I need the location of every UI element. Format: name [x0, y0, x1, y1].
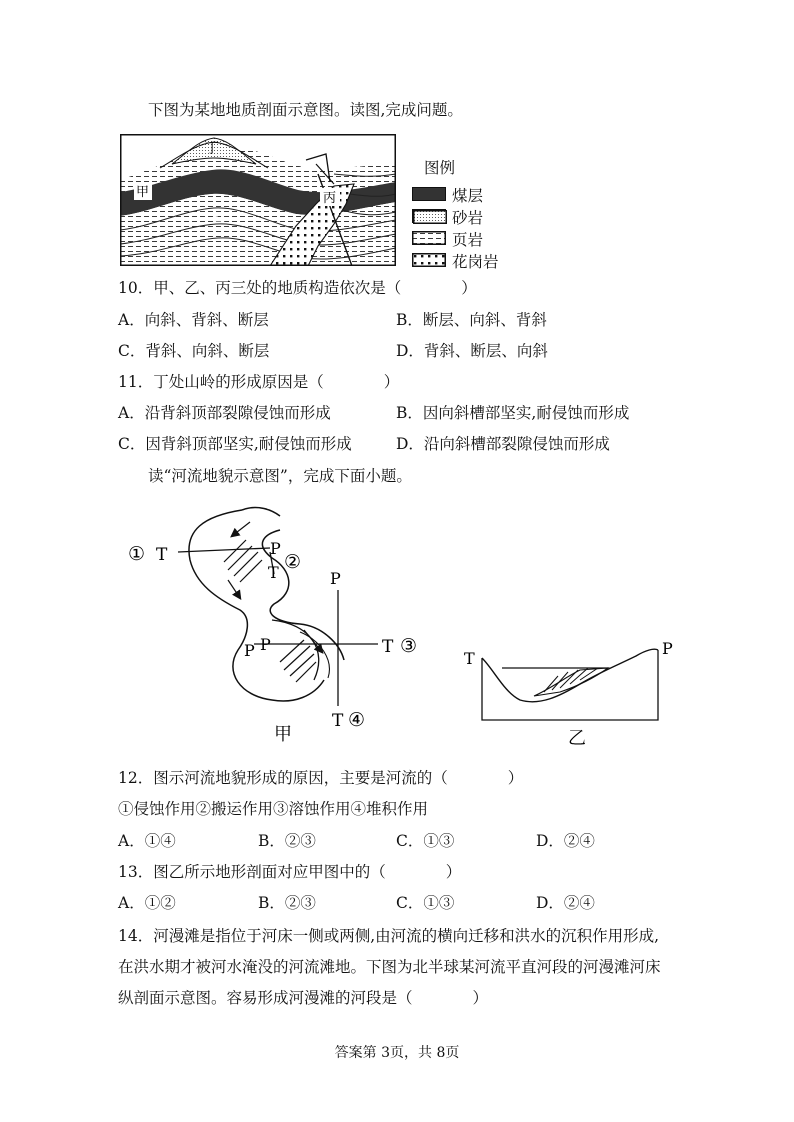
- circle-4: ④: [348, 709, 366, 731]
- label-P-3b: P: [244, 641, 255, 660]
- q11-option-d[interactable]: D．沿向斜槽部裂隙侵蚀而形成: [396, 435, 610, 453]
- q12-option-a[interactable]: A．①④: [118, 832, 176, 850]
- q12-option-d[interactable]: D．②④: [536, 832, 595, 850]
- question-12: 12．图示河流地貌形成的原因，主要是河流的（ ）: [118, 769, 524, 787]
- question-11: 11．丁处山岭的形成原因是（ ）: [118, 373, 400, 391]
- q11-option-c[interactable]: C．因背斜顶部坚实,耐侵蚀而形成: [118, 435, 352, 453]
- q11-option-b[interactable]: B．因向斜槽部坚实,耐侵蚀而形成: [396, 404, 630, 422]
- label-jia: 甲: [136, 185, 150, 200]
- label-T-2: T: [268, 563, 279, 582]
- label-T-3: T: [382, 637, 394, 657]
- q10-option-c[interactable]: C．背斜、向斜、断层: [118, 342, 270, 360]
- label-T-1: T: [156, 545, 168, 565]
- label-bing: 丙: [323, 191, 337, 206]
- q13-option-b[interactable]: B．②③: [258, 894, 316, 912]
- question-14-line-2: 在洪水期才被河水淹没的河流滩地。下图为北半球某河流平直河段的河漫滩河床: [118, 958, 661, 976]
- river-cross-section-diagram: [460, 640, 690, 752]
- legend-title: 图例: [424, 159, 456, 177]
- q10-option-a[interactable]: A．向斜、背斜、断层: [118, 311, 269, 329]
- question-14-line-1: 14．河漫滩是指位于河床一侧或两侧,由河流的横向迁移和洪水的沉积作用形成,: [118, 927, 660, 945]
- q10-option-d[interactable]: D．背斜、断层、向斜: [396, 342, 548, 360]
- circle-3: ③: [400, 635, 418, 657]
- label-ding: 丁: [205, 141, 219, 157]
- figure-label-yi: 乙: [568, 728, 586, 749]
- q12-option-b[interactable]: B．②③: [258, 832, 316, 850]
- section-label-T: T: [464, 649, 475, 668]
- question-10: 10．甲、乙、丙三处的地质构造依次是（ ）: [118, 279, 477, 297]
- section-label-P: P: [662, 639, 673, 658]
- intro-text-river: 读“河流地貌示意图”，完成下面小题。: [148, 467, 412, 485]
- label-P-4: P: [330, 569, 341, 588]
- label-T-4: T: [332, 711, 344, 731]
- intro-text-geology: 下图为某地地质剖面示意图。读图,完成问题。: [148, 101, 463, 119]
- q10-option-b[interactable]: B．断层、向斜、背斜: [396, 311, 547, 329]
- figure-label-jia: 甲: [274, 724, 292, 745]
- geologic-section-diagram: [120, 134, 396, 266]
- q11-option-a[interactable]: A．沿背斜顶部裂隙侵蚀而形成: [118, 404, 331, 422]
- question-14-line-3: 纵剖面示意图。容易形成河漫滩的河段是（ ）: [118, 989, 489, 1007]
- q12-option-c[interactable]: C．①③: [396, 832, 455, 850]
- q13-option-c[interactable]: C．①③: [396, 894, 455, 912]
- label-P-2: P: [270, 539, 281, 558]
- label-P-3: P: [260, 635, 271, 654]
- circle-2: ②: [284, 551, 302, 573]
- label-yi: 乙: [212, 211, 226, 226]
- q13-option-a[interactable]: A．①②: [118, 894, 176, 912]
- question-13: 13．图乙所示地形剖面对应甲图中的（ ）: [118, 863, 462, 881]
- q12-subitems: ①侵蚀作用②搬运作用③溶蚀作用④堆积作用: [118, 800, 429, 818]
- circle-1: ①: [128, 543, 146, 565]
- page-footer: 答案第 3页，共 8页: [334, 1045, 460, 1061]
- river-plan-diagram: [124, 500, 444, 750]
- q13-option-d[interactable]: D．②④: [536, 894, 595, 912]
